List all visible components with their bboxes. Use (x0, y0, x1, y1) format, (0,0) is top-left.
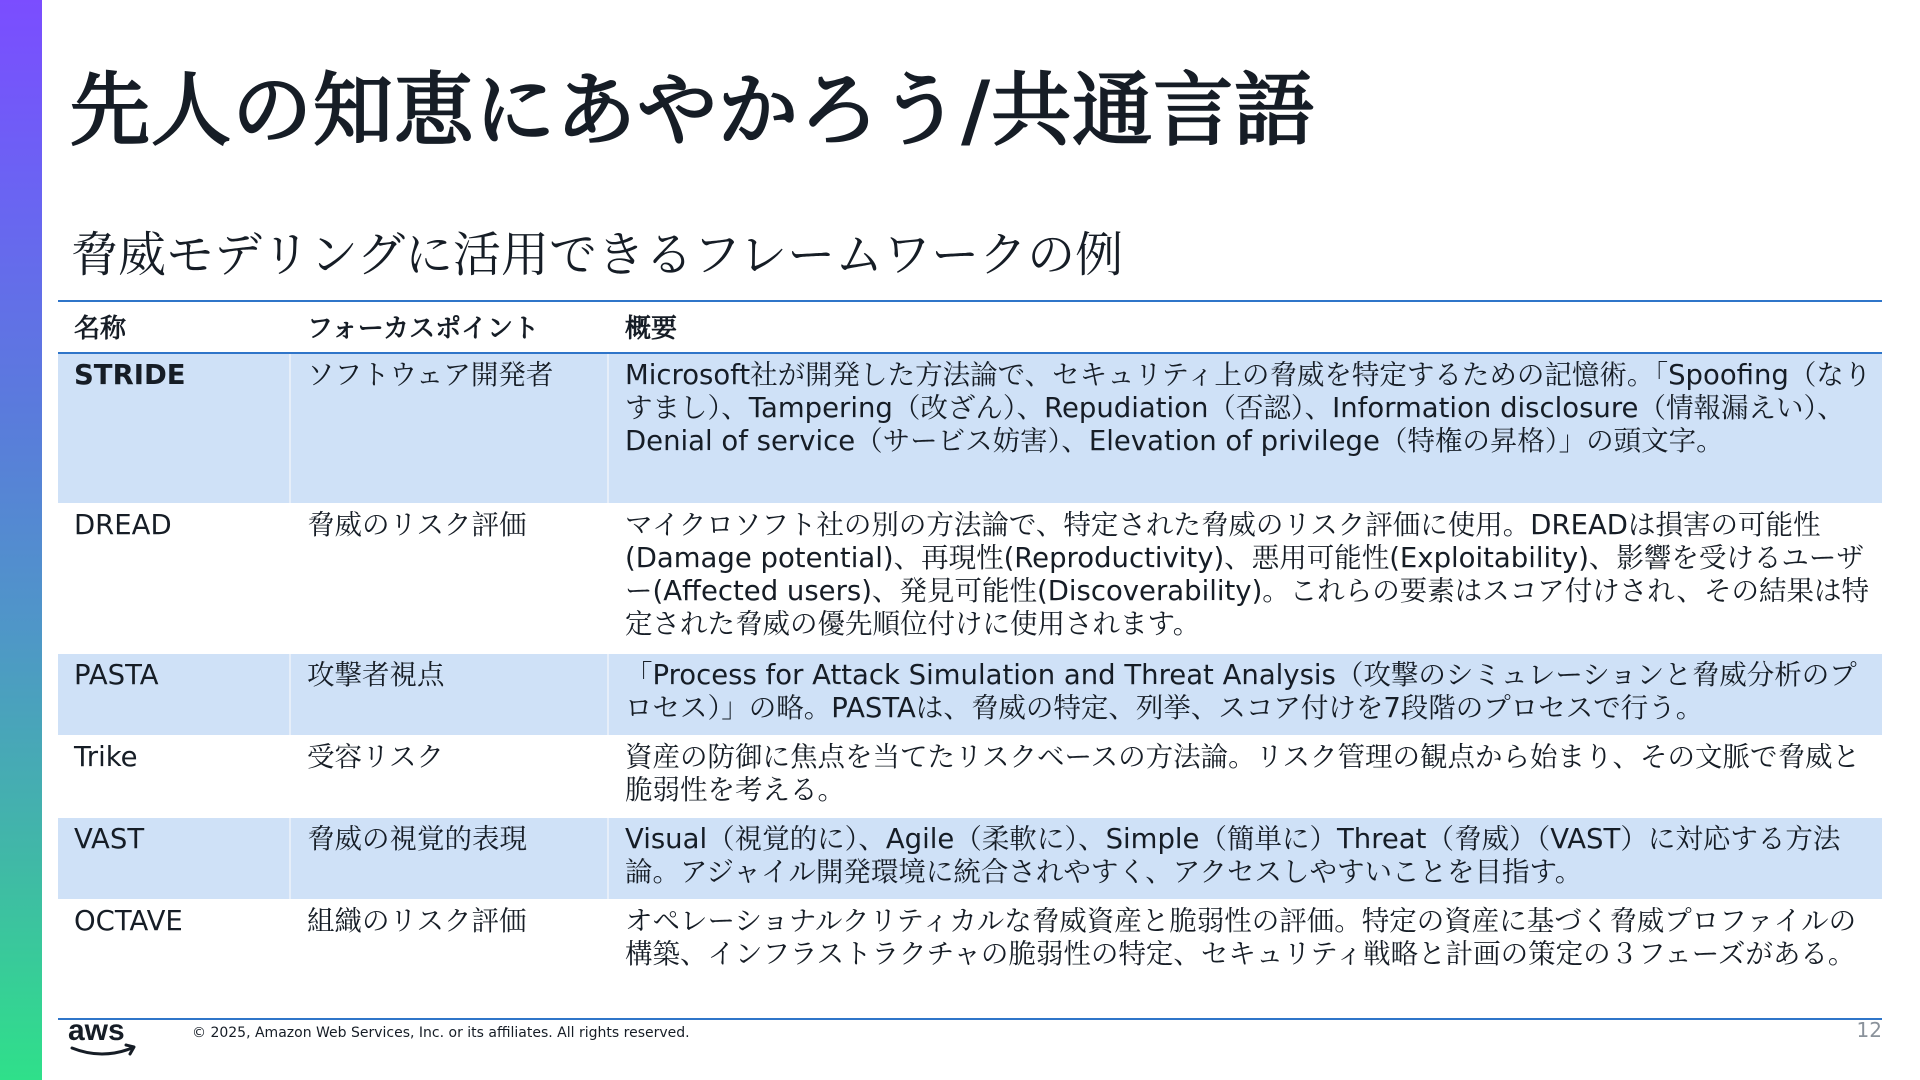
row-summary: マイクロソフト社の別の方法論で、特定された脅威のリスク評価に使用。DREADは損害の可能性(Damage potential)、再現性(Reproductivity)、悪用可能性(Exploitability)、影響を受けるユーザー(Affected users)、発見可能性(Discoverability)。これらの要素はスコア付けされ、その結果は特定された脅威の優先順位付けに使用されます。 (625, 509, 1869, 640)
accent-gradient-bar (0, 0, 42, 1080)
table-row-octave (58, 900, 1882, 1018)
row-name: VAST (58, 818, 291, 899)
table-row-dread (58, 504, 1882, 654)
header-focus-point: フォーカスポイント (307, 314, 540, 344)
row-focus: ソフトウェア開発者 (291, 354, 609, 503)
copyright-text: © 2025, Amazon Web Services, Inc. or its affiliates. All rights reserved. (192, 1025, 690, 1041)
row-name: PASTA (58, 654, 291, 735)
row-name: Trike (74, 741, 138, 773)
row-name: OCTAVE (74, 905, 183, 937)
row-focus: 脅威の視覚的表現 (291, 818, 609, 899)
table-row-stride (58, 354, 1882, 504)
row-summary: Visual（視覚的に）、Agile（柔軟に）、Simple（簡単に）Threat（脅威）（VAST）に対応する方法論。アジャイル開発環境に統合されやすく、アクセスしやすいことを目指す。 (625, 823, 1841, 888)
slide-title: 先人の知恵にあやかろう/共通言語 (70, 64, 1316, 157)
slide-subtitle: 脅威モデリングに活用できるフレームワークの例 (70, 227, 1124, 283)
row-summary: オペレーショナルクリティカルな脅威資産と脆弱性の評価。特定の資産に基づく脅威プロファイルの構築、インフラストラクチャの脆弱性の特定、セキュリティ戦略と計画の策定の３フェーズがある。 (625, 905, 1857, 970)
table-row-trike (58, 736, 1882, 818)
header-name: 名称 (74, 314, 127, 344)
header-summary: 概要 (625, 314, 678, 344)
aws-logo-text: aws (68, 1014, 125, 1047)
row-focus: 脅威のリスク評価 (307, 509, 527, 541)
aws-logo-icon (66, 1012, 140, 1062)
table-row-pasta (58, 654, 1882, 736)
table-header-row (58, 302, 1882, 354)
row-summary: 資産の防御に焦点を当てたリスクベースの方法論。リスク管理の観点から始まり、その文脈で脅威と脆弱性を考える。 (625, 741, 1861, 806)
table-row-vast (58, 818, 1882, 900)
row-focus: 攻撃者視点 (291, 654, 609, 735)
row-focus: 組織のリスク評価 (307, 905, 527, 937)
row-focus: 受容リスク (307, 741, 444, 773)
page-number: 12 (1856, 1018, 1882, 1042)
row-summary: 「Process for Attack Simulation and Threat Analysis（攻撃のシミュレーションと脅威分析のプロセス）」の略。PASTAは、脅威の特定、列挙、スコア付けを7段階のプロセスで行う。 (625, 659, 1857, 724)
row-name: DREAD (74, 509, 172, 541)
row-name: STRIDE (58, 354, 291, 503)
framework-table (58, 300, 1882, 1020)
row-summary: Microsoft社が開発した方法論で、セキュリティ上の脅威を特定するための記憶術。「Spoofing（なりすまし）、Tampering（改ざん）、Repudiation（否認）、Information disclosure（情報漏えい）、Denial of service（サービス妨害）、Elevation of privilege（特権の昇格）」の頭文字。 (625, 359, 1872, 457)
